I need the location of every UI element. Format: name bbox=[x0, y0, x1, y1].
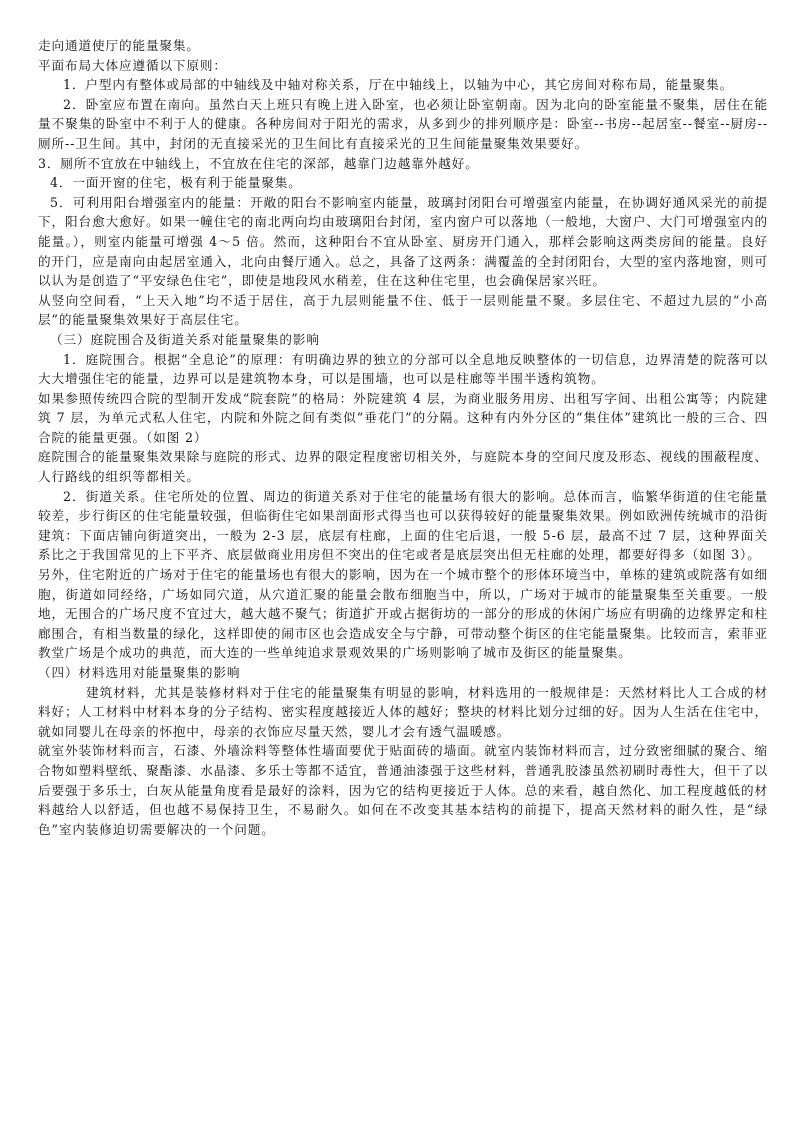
list-item: 5．可利用阳台增强室内的能量：开敞的阳台不影响室内能量，玻璃封闭阳台可增强室内能量，在协调好通风采光的前提下，阳台愈大愈好。如果一幢住宅的南北两向均由玻璃阳台封闭，室内窗户可以落地（一般地，大窗户、大门可增强室内的能量。），则室内能量可增强 4～5 倍。然而，这种阳台不宜从卧室、厨房开门通入，那样会影响这两类房间的能量。良好的开门，应是南向由起居室通入，北向由餐厅通入。总之，具备了这两条：满覆盖的全封闭阳台，大型的室内落地窗，则可以认为是创造了“平安绿色住宅”，即使是地段风水稍差，住在这种住宅里，也会确保居家兴旺。 bbox=[38, 194, 768, 289]
list-item: 4．一面开窗的住宅，极有利于能量聚集。 bbox=[50, 175, 302, 191]
paragraph: 另外，住宅附近的广场对于住宅的能量场也有很大的影响，因为在一个城市整个的形体环境当中，单栋的建筑或院落有如细胞，街道如同经络，广场如同穴道，从穴道汇聚的能量会散布细胞当中，所以，广场对于城市的能量聚集至关重要。一般地，无围合的广场尺度不宜过大，越大越不聚气；街道扩开或占据街坊的一部分的形成的休闲广场应有明确的边缘界定和柱廊围合，有相当数量的绿化，这样即使的闹市区也会造成安全与宁静，可带动整个街区的住宅能量聚集。比较而言，索菲亚教堂广场是个成功的典范，而大连的一些单纯追求景观效果的广场则影响了城市及街区的能量聚集。 bbox=[38, 567, 768, 661]
paragraph: 走向通道使厅的能量聚集。 bbox=[38, 38, 200, 53]
paragraph: 就室外装饰材料而言，石漆、外墙涂料等整体性墙面要优于贴面砖的墙面。就室内装饰材料而言，过分致密细腻的聚合、缩合物如塑料壁纸、聚酯漆、水晶漆、多乐士等都不适宜，普通油漆强于这些材料，普通乳胶漆虽然初刷时毒性大，但干了以后要强于多乐士，白灰从能量角度看是最好的涂料，因为它的结构更接近于人体。总的来看，越自然化、加工程度越低的材料越给人以舒适，但也越不易保持卫生，不易耐久。如何在不改变其基本结构的前提下，提高天然材料的耐久性，是“绿色”室内装修迫切需要解决的一个问题。 bbox=[38, 743, 768, 837]
paragraph: 建筑材料，尤其是装修材料对于住宅的能量聚集有明显的影响，材料选用的一般规律是：天然材料比人工合成的材料好；人工材料中材料本身的分子结构、密实程度越接近人体的越好；整块的材料比划分过细的好。因为人生活在住宅中，就如同婴儿在母亲的怀抱中，母亲的衣饰应尽量天然，婴儿才会有透气温暖感。 bbox=[38, 684, 768, 739]
list-item: 3．厕所不宜放在中轴线上，不宜放在住宅的深部，越靠门边越靠外越好。 bbox=[38, 155, 479, 171]
section-heading: （四）材料选用对能量聚集的影响 bbox=[38, 665, 241, 680]
section-heading: （三）庭院围合及街道关系对能量聚集的影响 bbox=[50, 331, 320, 347]
paragraph: 从竖向空间看，“上天入地”均不适于居住，高于九层则能量不住、低于一层则能量不聚。多层住宅、不超过九层的“小高层”的能量聚集效果好于高层住宅。 bbox=[38, 292, 768, 328]
paragraph: 平面布局大体应遵循以下原则： bbox=[38, 57, 227, 73]
list-item: 2．街道关系。住宅所处的位置、周边的街道关系对于住宅的能量场有很大的影响。总体而言，临繁华街道的住宅能量较差，步行街区的住宅能量较强，但临街住宅如果剖面形式得当也可以获得较好的能量聚集效果。例如欧洲传统城市的沿街建筑：下面店铺向街道突出，一般为 2-3 层，底层有柱廊，上面的住宅后退，一般 5-6 层，最高不过 7 层，这种界面关系比之于我国常见的上下平齐、底层做商业用房但不突出的住宅或者是底层突出但无柱廊的处理，都要好得多（如图 3）。 bbox=[38, 488, 768, 563]
list-item: 2．卧室应布置在南向。虽然白天上班只有晚上进入卧室，也必须让卧室朝南。因为北向的卧室能量不聚集，居住在能量不聚集的卧室中不利于人的健康。各种房间对于阳光的需求，从多到少的排列顺序是：卧室--书房--起居室--餐室--厨房--厕所--卫生间。其中，封闭的无直接采光的卫生间比有直接采光的卫生间能量聚集效果要好。 bbox=[38, 96, 768, 151]
list-item: 1．庭院围合。根据“全息论”的原理：有明确边界的独立的分部可以全息地反映整体的一切信息，边界清楚的院落可以大大增强住宅的能量，边界可以是建筑物本身，可以是围墙，也可以是柱廊等半围半透构筑物。 bbox=[38, 351, 768, 387]
list-item: 1．户型内有整体或局部的中轴线及中轴对称关系，厅在中轴线上，以轴为中心，其它房间对称布局，能量聚集。 bbox=[63, 77, 734, 93]
document-page bbox=[38, 36, 768, 839]
paragraph: 庭院围合的能量聚集效果除与庭院的形式、边界的限定程度密切相关外，与庭院本身的空间尺度及形态、视线的围蔽程度、人行路线的组织等都相关。 bbox=[38, 449, 768, 485]
paragraph: 如果参照传统四合院的型制开发成“院套院”的格局：外院建筑 4 层，为商业服务用房、出租写字间、出租公寓等；内院建筑 7 层，为单元式私人住宅，内院和外院之间有类似“垂花门”的分隔。这种有内外分区的“集住体”建筑比一般的三合、四合院的能量更强。（如图 2） bbox=[38, 390, 768, 445]
